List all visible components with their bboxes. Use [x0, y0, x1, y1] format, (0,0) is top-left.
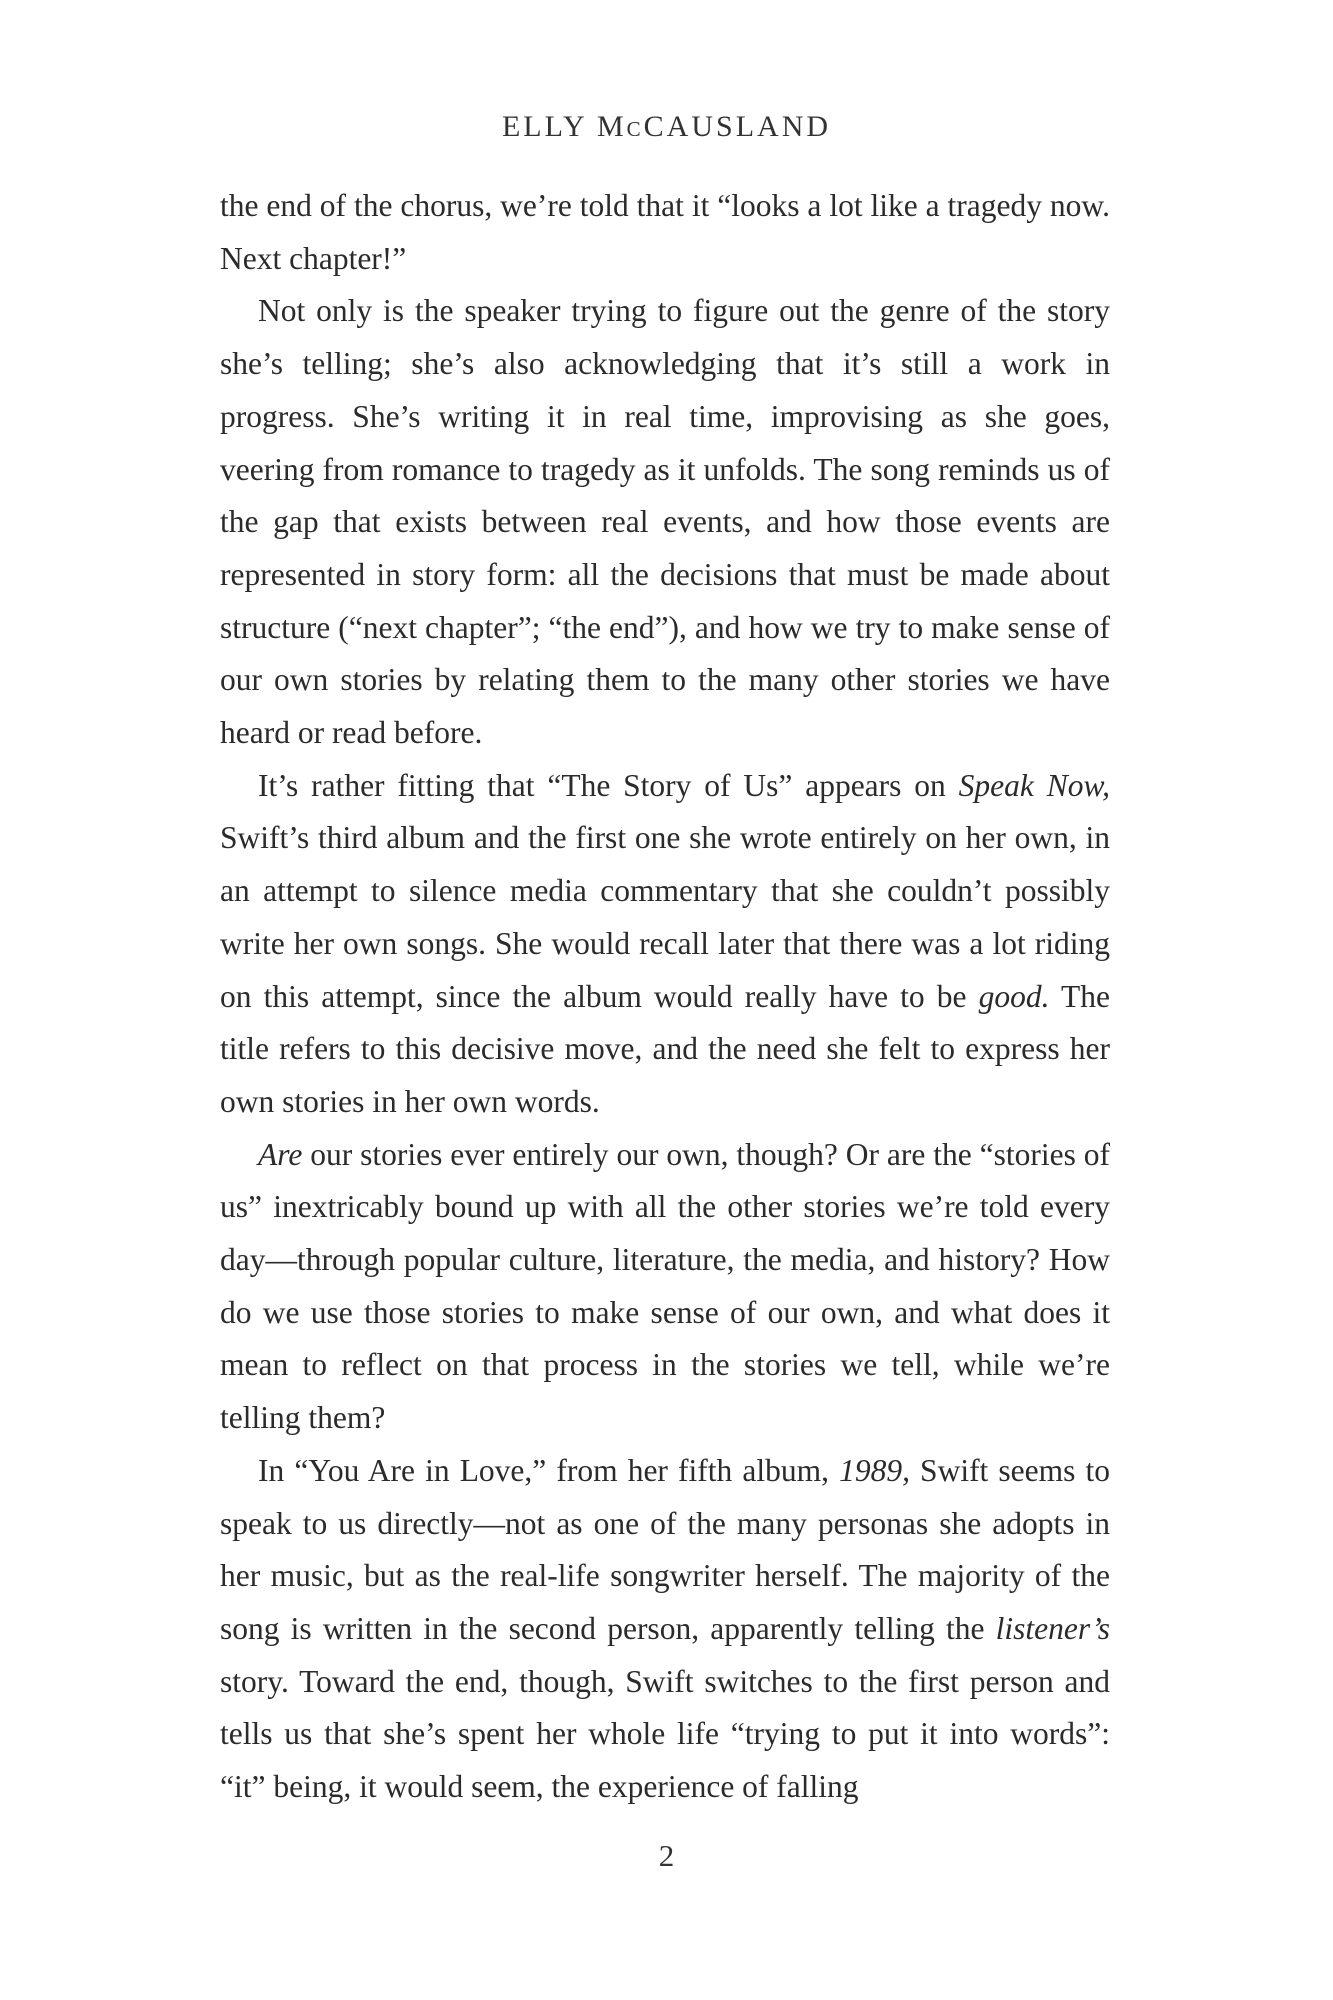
album-title-1989: 1989, — [839, 1452, 910, 1488]
paragraph-1: the end of the chorus, we’re told that it “looks a lot like a tragedy now. Next chapter!” — [220, 188, 1110, 276]
page-number: 2 — [658, 1838, 675, 1873]
emphasis-listeners: listener’s — [995, 1610, 1110, 1646]
album-title-speak-now: Speak Now, — [958, 767, 1111, 803]
paragraph-5-text-c: Swift seems to speak to us directly—not as one of the many personas she adopts in her music, but as the real-life songwriter herself. The majority of the song is written in the second person, apparently telling the — [220, 1452, 1110, 1646]
paragraph-3-text-c: Swift’s third album and the first one she wrote entirely on her own, in an attempt to silence media commentary that she couldn’t possibly write her own songs. She would recall later that there was a lot riding on this attempt, since the album would really have to be — [220, 820, 1110, 1014]
paragraph-3-text-e: The title refers to this decisive move, and the need she felt to express her own stories in her own words. — [220, 978, 1110, 1119]
author-name: ELLY McCAUSLAND — [501, 110, 832, 143]
paragraph-3-text-a: It’s rather fitting that “The Story of Us” appears on — [258, 767, 959, 803]
paragraph-3 — [220, 760, 1110, 1129]
paragraph-5-text-a: In “You Are in Love,” from her fifth album, — [258, 1452, 840, 1488]
paragraph-4 — [220, 1129, 1110, 1445]
running-head — [0, 110, 1333, 144]
paragraph-2: Not only is the speaker trying to figure out the genre of the story she’s telling; she’s also acknowledging that it’s still a work in progress. She’s writing it in real time, improvising as she goes, veering from romance to tragedy as it unfolds. The song reminds us of the gap that exists between real events, and how those events are represented in story form: all the decisions that must be made about structure (“next chapter”; “the end”), and how we try to make sense of our own stories by relating them to the many other stories we have heard or read before. — [220, 293, 1110, 751]
emphasis-good: good. — [978, 978, 1050, 1014]
paragraph-4-text-b: our stories ever entirely our own, though? Or are the “stories of us” inextricably bound up with all the other stories we’re told every day—through popular culture, literature, the media, and history? How do we use those stories to make sense of our own, and what does it mean to reflect on that process in the stories we tell, while we’re telling them? — [220, 1136, 1110, 1436]
paragraph-5-text-e: story. Toward the end, though, Swift switches to the first person and tells us that she’s spent her whole life “trying to put it into words”: “it” being, it would seem, the experience of falling — [220, 1663, 1110, 1805]
emphasis-are: Are — [258, 1136, 303, 1172]
body-text — [220, 180, 1110, 1814]
paragraph-5 — [220, 1445, 1110, 1814]
